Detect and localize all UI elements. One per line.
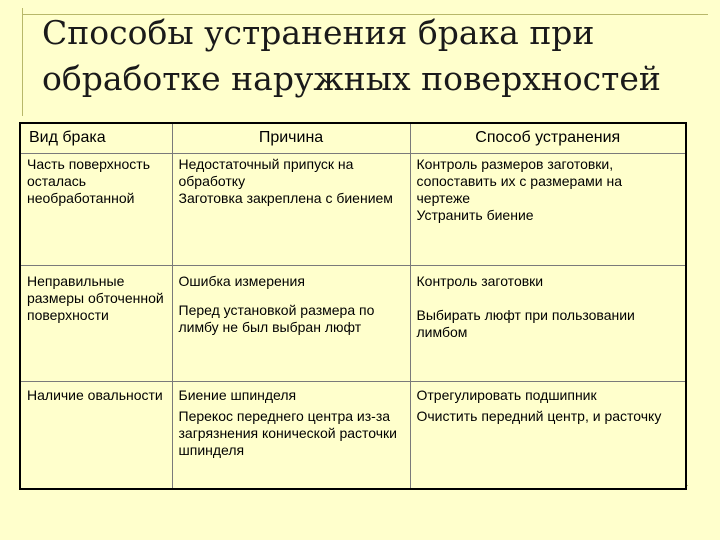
header-defect-type: Вид брака (20, 123, 172, 153)
cause-cell (172, 381, 410, 489)
table-row (20, 381, 686, 489)
cause-text: Перед установкой размера по лимбу не был выбран люфт (178, 301, 375, 335)
defects-table (19, 122, 687, 490)
remedy-cell (410, 381, 686, 489)
cause-text: Ошибка измерения (178, 272, 305, 289)
defect-cell (20, 265, 172, 381)
defect-text: Наличие овальности (27, 386, 163, 403)
slide-title (42, 10, 702, 102)
table-header-row (20, 123, 686, 153)
slide-title-line-1: Способы устранения брака при (42, 13, 595, 52)
remedy-cell (410, 153, 686, 265)
cause-text: Недостаточный припуск на обработку (178, 155, 354, 189)
cause-text: Перекос переднего центра из-за загрязнения конической расточки шпинделя (178, 407, 398, 458)
remedy-text: Отрегулировать подшипник (416, 386, 597, 403)
table-row (20, 265, 686, 381)
cause-text: Биение шпинделя (178, 386, 297, 403)
remedy-text: Контроль размеров заготовки, сопоставить их с размерами на чертеже (416, 155, 622, 206)
remedy-cell (410, 265, 686, 381)
cause-text: Заготовка закреплена с биением (178, 189, 393, 206)
remedy-text: Устранить биение (416, 206, 534, 223)
table-row (20, 153, 686, 265)
cause-cell (172, 265, 410, 381)
remedy-text: Выбирать люфт при пользовании лимбом (416, 306, 635, 340)
header-remedy: Способ устранения (410, 123, 686, 153)
cause-cell (172, 153, 410, 265)
remedy-text: Очистить передний центр, и расточку (416, 407, 662, 424)
defect-text: Часть поверхность осталась необработанной (27, 155, 150, 206)
spacer (417, 290, 680, 307)
header-cause: Причина (172, 123, 410, 153)
defect-cell (20, 381, 172, 489)
slide-title-line-2: обработке наружных поверхностей (42, 59, 661, 98)
remedy-text: Контроль заготовки (416, 272, 544, 289)
decorative-vertical-line (22, 8, 23, 116)
spacer (179, 290, 404, 302)
defect-cell (20, 153, 172, 265)
defect-text: Неправильные размеры обточенной поверхности (27, 272, 164, 323)
